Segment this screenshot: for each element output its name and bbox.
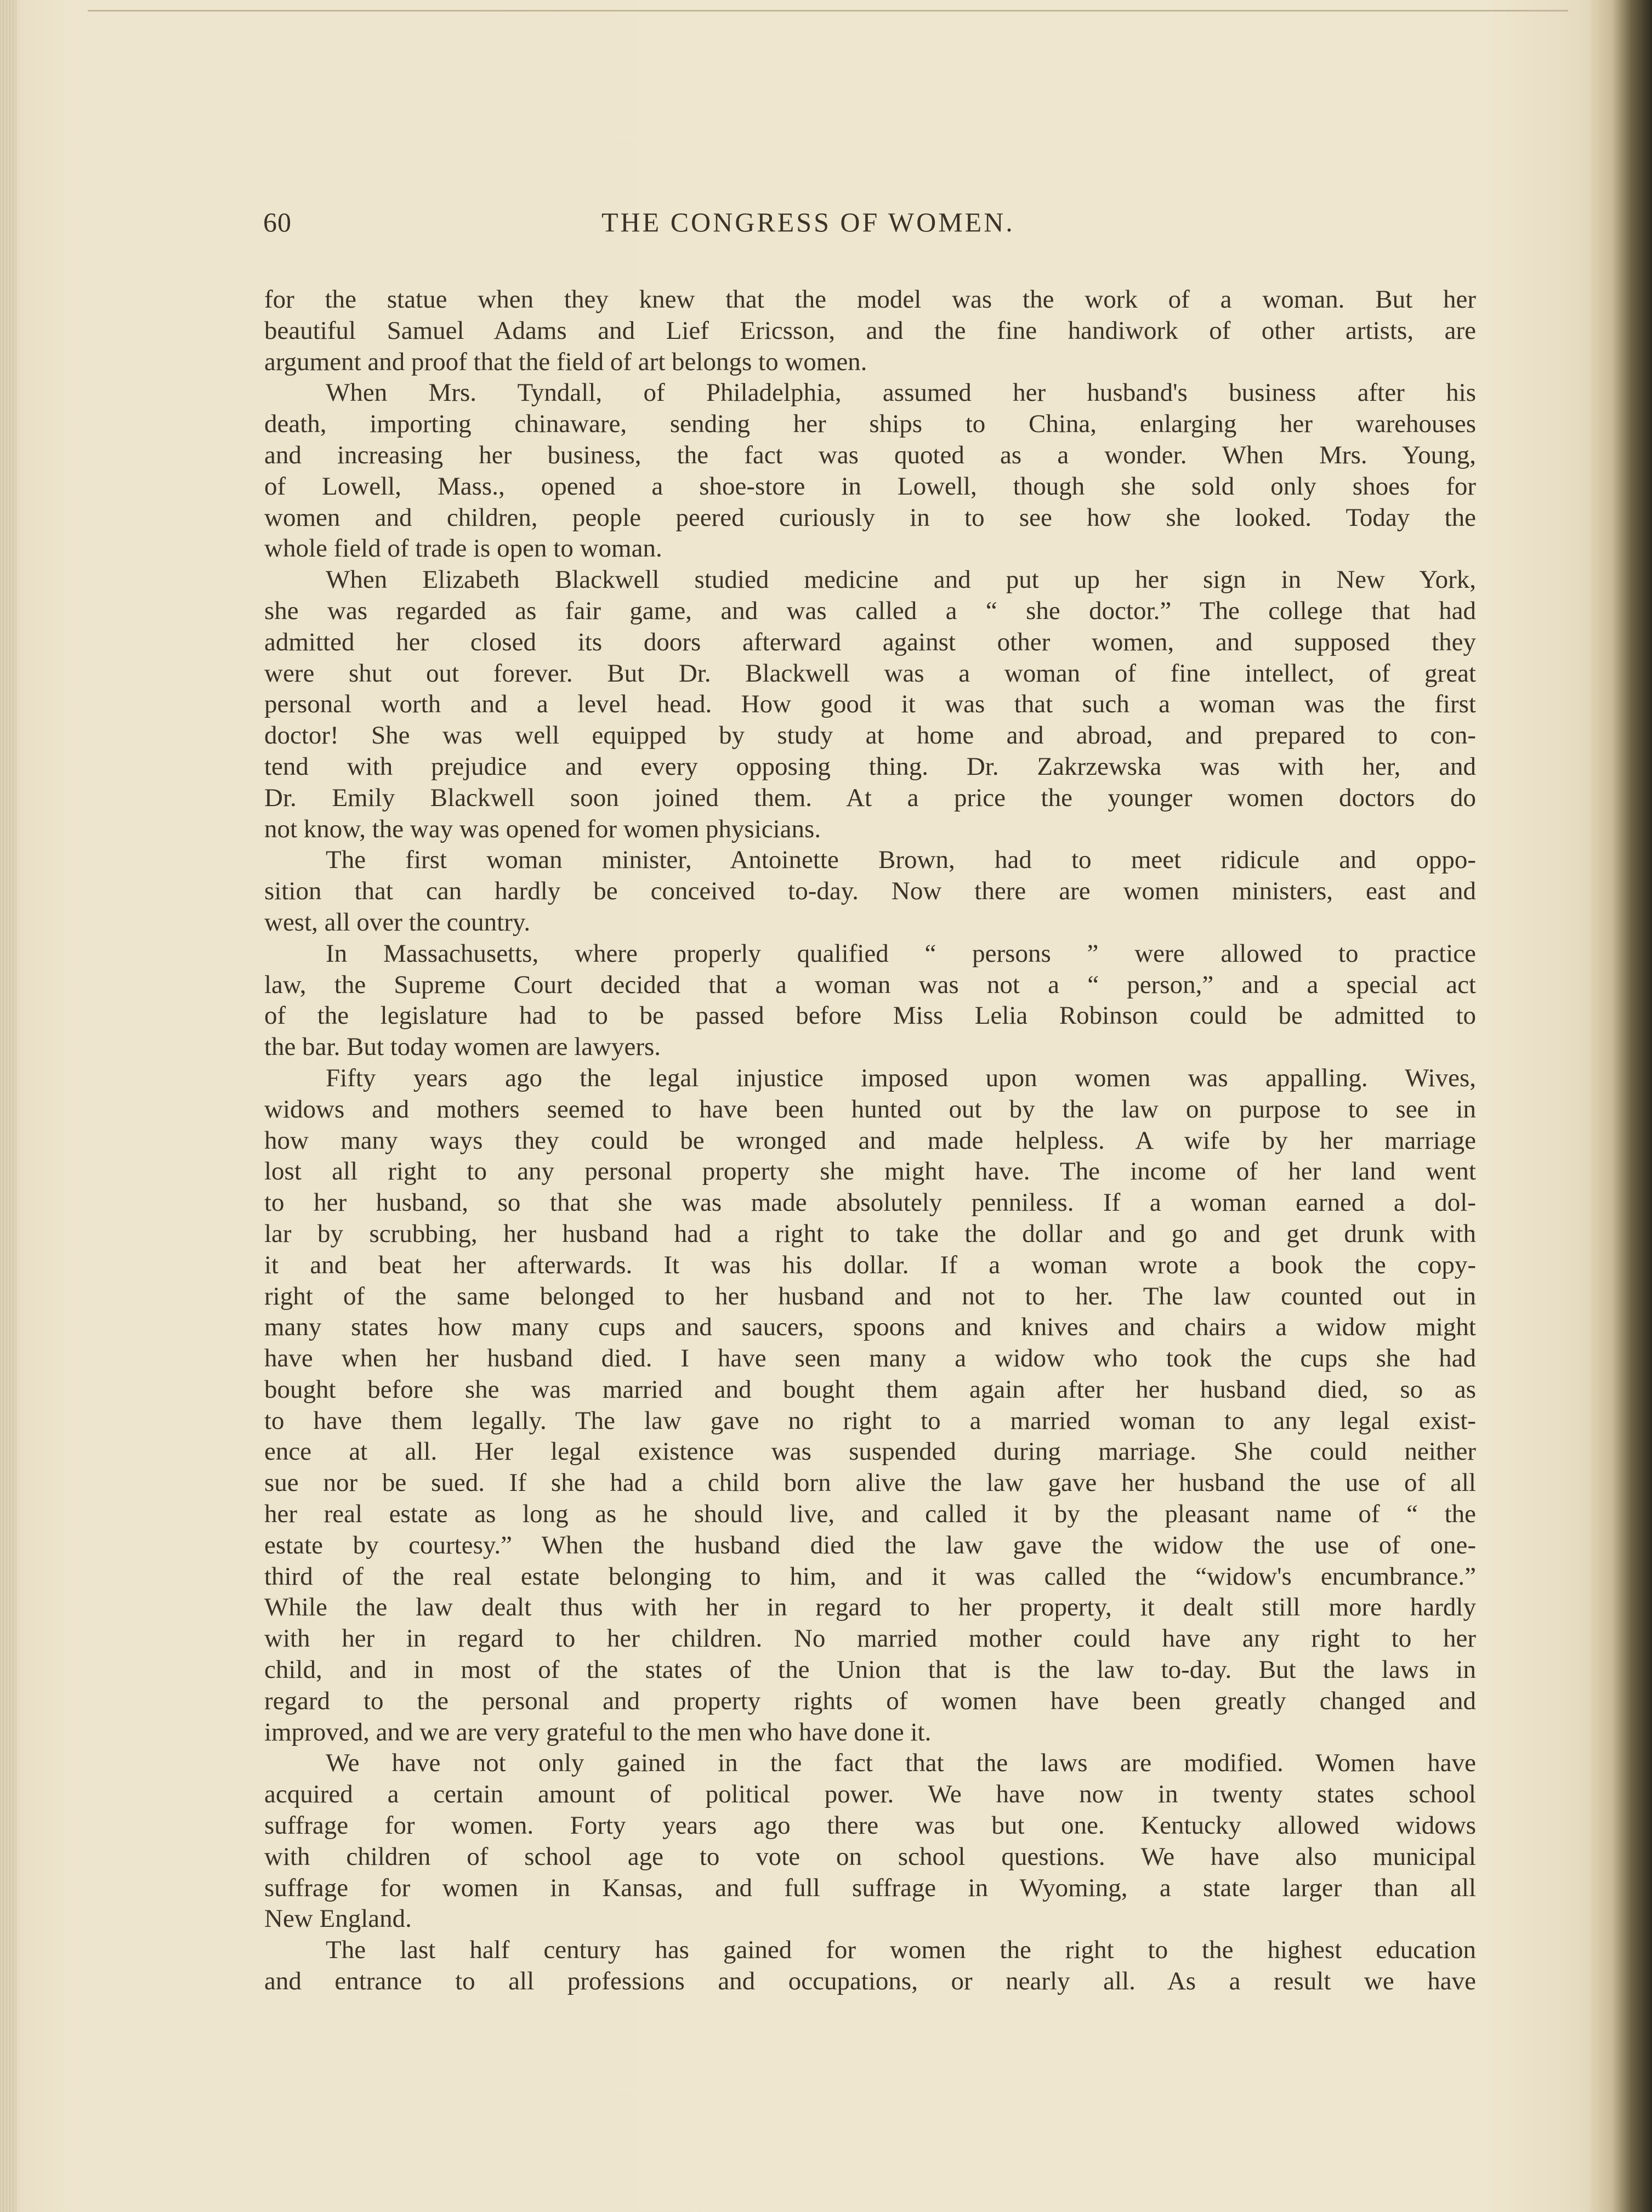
text-line: with children of school age to vote on school questions. We have also municipal — [264, 1842, 1476, 1871]
text-line: sition that can hardly be conceived to-day. Now there are women ministers, east and — [264, 877, 1476, 906]
text-line: We have not only gained in the fact that the laws are modified. Women have — [326, 1749, 1476, 1778]
text-line: not know, the way was opened for women physicians. — [264, 814, 821, 843]
text-line: Fifty years ago the legal injustice imposed upon women was appalling. Wives, — [326, 1063, 1476, 1092]
text-line: it and beat her afterwards. It was his dollar. If a woman wrote a book the copy- — [264, 1250, 1476, 1279]
text-line: Dr. Emily Blackwell soon joined them. At a price the younger women doctors do — [264, 783, 1476, 812]
text-line: regard to the personal and property rights of women have been greatly changed and — [264, 1686, 1476, 1715]
text-line: personal worth and a level head. How good it was that such a woman was the first — [264, 690, 1476, 719]
text-line: beautiful Samuel Adams and Lief Ericsson, and the fine handiwork of other artists, are — [264, 316, 1476, 345]
text-line: estate by courtesy.” When the husband died the law gave the widow the use of one- — [264, 1530, 1476, 1559]
running-head-title: THE CONGRESS OF WOMEN. — [601, 207, 1015, 237]
text-line: improved, and we are very grateful to the men who have done it. — [264, 1717, 932, 1746]
text-line: and increasing her business, the fact was quoted as a wonder. When Mrs. Young, — [264, 440, 1476, 469]
text-line: to her husband, so that she was made absolutely penniless. If a woman earned a dol- — [264, 1188, 1476, 1217]
text-line: lar by scrubbing, her husband had a right to take the dollar and go and get drunk with — [264, 1219, 1476, 1248]
body-text — [264, 284, 1476, 1997]
text-line: of Lowell, Mass., opened a shoe-store in Lowell, though she sold only shoes for — [264, 472, 1476, 501]
text-line: suffrage for women in Kansas, and full suffrage in Wyoming, a state larger than all — [264, 1873, 1476, 1902]
text-line: to have them legally. The law gave no right to a married woman to any legal exist- — [264, 1406, 1476, 1435]
text-line: sue nor be sued. If she had a child born alive the law gave her husband the use of all — [264, 1468, 1476, 1498]
text-line: The first woman minister, Antoinette Brown, had to meet ridicule and oppo- — [326, 846, 1476, 875]
page-number: 60 — [263, 207, 292, 237]
text-line: how many ways they could be wronged and made helpless. A wife by her marriage — [264, 1126, 1476, 1155]
text-line: the bar. But today women are lawyers. — [264, 1033, 661, 1062]
text-line: were shut out forever. But Dr. Blackwell was a woman of fine intellect, of great — [264, 659, 1476, 688]
text-line: When Elizabeth Blackwell studied medicine and put up her sign in New York, — [326, 565, 1476, 594]
text-line: of the legislature had to be passed before Miss Lelia Robinson could be admitted to — [264, 1001, 1476, 1030]
text-line: third of the real estate belonging to him, and it was called the “widow's encumbrance.” — [264, 1562, 1476, 1591]
running-head — [263, 206, 1469, 245]
text-line: law, the Supreme Court decided that a woman was not a “ person,” and a special act — [264, 970, 1476, 999]
text-line: suffrage for women. Forty years ago there was but one. Kentucky allowed widows — [264, 1811, 1476, 1840]
text-line: and entrance to all professions and occupations, or nearly all. As a result we have — [264, 1967, 1476, 1996]
text-line: widows and mothers seemed to have been hunted out by the law on purpose to see in — [264, 1094, 1476, 1124]
text-line: tend with prejudice and every opposing thing. Dr. Zakrzewska was with her, and — [264, 752, 1476, 781]
text-line: many states how many cups and saucers, spoons and knives and chairs a widow might — [264, 1313, 1476, 1342]
text-line: with her in regard to her children. No married mother could have any right to her — [264, 1624, 1476, 1653]
text-line: lost all right to any personal property she might have. The income of her land went — [264, 1157, 1476, 1186]
top-rule — [88, 10, 1568, 12]
text-line: The last half century has gained for women the right to the highest education — [326, 1936, 1476, 1965]
text-line: whole field of trade is open to woman. — [264, 534, 662, 563]
text-line: admitted her closed its doors afterward against other women, and supposed they — [264, 627, 1476, 656]
text-line: west, all over the country. — [264, 908, 531, 937]
text-line: In Massachusetts, where properly qualified “ persons ” were allowed to practice — [326, 939, 1476, 968]
text-line: While the law dealt thus with her in regard to her property, it dealt still more hardly — [264, 1593, 1476, 1622]
text-line: for the statue when they knew that the model was the work of a woman. But her — [264, 285, 1476, 314]
text-line: When Mrs. Tyndall, of Philadelphia, assumed her husband's business after his — [326, 378, 1476, 407]
text-line: acquired a certain amount of political power. We have now in twenty states school — [264, 1780, 1476, 1809]
text-line: child, and in most of the states of the Union that is the law to-day. But the laws in — [264, 1655, 1476, 1684]
text-line: death, importing chinaware, sending her ships to China, enlarging her warehouses — [264, 410, 1476, 439]
book-gutter — [1590, 0, 1652, 2212]
text-line: bought before she was married and bought them again after her husband died, so as — [264, 1375, 1476, 1404]
text-line: she was regarded as fair game, and was called a “ she doctor.” The college that had — [264, 596, 1476, 625]
text-line: New England. — [264, 1904, 412, 1933]
text-line: argument and proof that the field of art belongs to women. — [264, 347, 867, 376]
text-line: have when her husband died. I have seen many a widow who took the cups she had — [264, 1344, 1476, 1373]
text-line: doctor! She was well equipped by study at home and abroad, and prepared to con- — [264, 721, 1476, 750]
page-edge-left — [0, 0, 16, 2212]
text-line: right of the same belonged to her husband and not to her. The law counted out in — [264, 1281, 1476, 1311]
text-line: women and children, people peered curiously in to see how she looked. Today the — [264, 503, 1476, 532]
text-line: her real estate as long as he should live, and called it by the pleasant name of “ the — [264, 1500, 1476, 1529]
text-line: ence at all. Her legal existence was suspended during marriage. She could neither — [264, 1437, 1476, 1466]
